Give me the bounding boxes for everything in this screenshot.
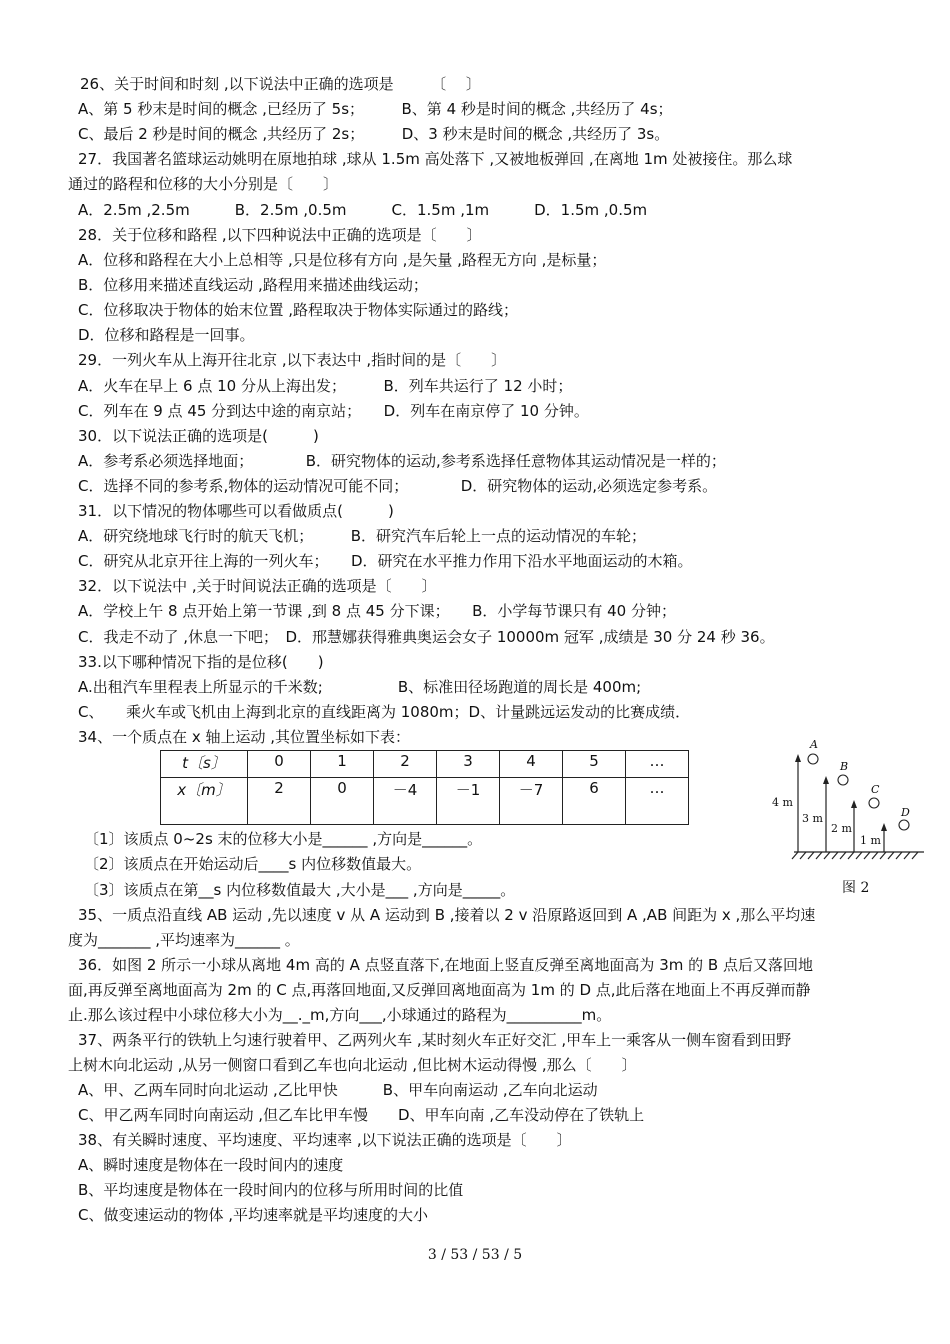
q33-options-ab: A.出租汽车里程表上所显示的千米数; B、标准田径场跑道的周长是 400m;: [78, 678, 642, 696]
q33-options-cd: C、 乘火车或飞机由上海到北京的直线距离为 1080m；D、计量跳远运发动的比赛成绩．: [78, 703, 691, 721]
q27-stem-line2: 通过的路程和位移的大小分别是〔 〕: [68, 175, 339, 193]
q26-options-cd: C、最后 2 秒是时间的概念 ,共经历了 2s； D、3 秒末是时间的概念 ,共经历了 3s。: [78, 125, 670, 143]
q36-stem-line2: 面,再反弹至离地面高为 2m 的 C 点,再落回地面,又反弹回离地面高为 1m 的 D 点,此后落在地面上不再反弹而静: [68, 981, 811, 999]
q34-part2: 〔2〕该质点在开始运动后____s 内位移数值最大。: [84, 855, 422, 873]
q28-stem: 28．关于位移和路程 ,以下四种说法中正确的选项是〔 〕: [78, 226, 482, 244]
q32-stem: 32．以下说法中 ,关于时间说法正确的选项是〔 〕: [78, 577, 437, 595]
q30-options-cd: C．选择不同的参考系,物体的运动情况可能不同； D．研究物体的运动,必须选定参考系。: [78, 477, 718, 495]
q30-stem: 30．以下说法正确的选项是( ): [78, 427, 319, 445]
height-1m: 1 m: [860, 834, 881, 847]
table-cell: 4: [500, 751, 563, 778]
table-cell: －7: [500, 778, 563, 825]
q29-options-ab: A．火车在早上 6 点 10 分从上海出发； B．列车共运行了 12 小时；: [78, 377, 573, 395]
ball-a: [808, 754, 818, 764]
table-cell: …: [626, 751, 689, 778]
table-cell: 5: [563, 751, 626, 778]
q32-options-cd: C．我走不动了 ,休息一下吧； D．邢慧娜获得雅典奥运会女子 10000m 冠军 ,成绩是 30 分 24 秒 36。: [78, 628, 775, 646]
height-3m: 3 m: [802, 812, 823, 825]
q38-option-a: A、瞬时速度是物体在一段时间内的速度: [78, 1156, 344, 1174]
label-c: C: [871, 783, 880, 796]
height-4m: 4 m: [772, 796, 793, 809]
q32-options-ab: A．学校上午 8 点开始上第一节课 ,到 8 点 45 分下课； B．小学每节课只有 40 分钟；: [78, 602, 676, 620]
q26-options-ab: A、第 5 秒末是时间的概念 ,已经历了 5s； B、第 4 秒是时间的概念 ,共经历了 4s；: [78, 100, 673, 118]
q34-part3: 〔3〕该质点在第__s 内位移数值最大 ,大小是___ ,方向是_____。: [84, 881, 516, 899]
ball-c: [869, 798, 879, 808]
position-table: [160, 750, 689, 825]
q31-options-cd: C．研究从北京开往上海的一列火车； D．研究在水平推力作用下沿水平地面运动的木箱。: [78, 552, 693, 570]
q34-stem: 34、一个质点在 x 轴上运动 ,其位置坐标如下表：: [78, 728, 411, 746]
label-a: A: [810, 738, 818, 751]
q37-stem-line1: 37、两条平行的铁轨上匀速行驶着甲、乙两列火车 ,某时刻火车正好交汇 ,甲车上一乘客从一侧车窗看到田野: [78, 1031, 792, 1049]
q27-stem-line1: 27．我国著名篮球运动姚明在原地拍球 ,球从 1.5m 高处落下 ,又被地板弹回 ,在离地 1m 处被接住。那么球: [78, 150, 793, 168]
label-b: B: [840, 760, 849, 773]
q38-option-c: C、做变速运动的物体 ,平均速率就是平均速度的大小: [78, 1206, 429, 1224]
q35-stem-line1: 35、一质点沿直线 AB 运动 ,先以速度 v 从 A 运动到 B ,接着以 2 v 沿原路返回到 A ,AB 间距为 x ,那么平均速: [78, 906, 816, 924]
q29-stem: 29．一列火车从上海开往北京 ,以下表达中 ,指时间的是〔 〕: [78, 351, 507, 369]
q37-options-cd: C、甲乙两车同时向南运动 ,但乙车比甲车慢 D、甲车向南 ,乙车没动停在了铁轨上: [78, 1106, 645, 1124]
q28-option-b: B．位移用来描述直线运动 ,路程用来描述曲线运动；: [78, 276, 428, 294]
table-cell: 3: [437, 751, 500, 778]
figure-caption: 图 2: [842, 880, 870, 896]
q31-options-ab: A．研究绕地球飞行时的航天飞机； B．研究汽车后轮上一点的运动情况的车轮；: [78, 527, 647, 545]
q29-options-cd: C．列车在 9 点 45 分到达中途的南京站； D．列车在南京停了 10 分钟。: [78, 402, 589, 420]
q30-options-ab: A．参考系必须选择地面； B．研究物体的运动,参考系选择任意物体其运动情况是一样的；: [78, 452, 726, 470]
q31-stem: 31．以下情况的物体哪些可以看做质点( ): [78, 502, 394, 520]
q37-stem-line2: 上树木向北运动 ,从另一侧窗口看到乙车也向北运动 ,但比树木运动得慢 ,那么〔 〕: [68, 1056, 637, 1074]
table-cell: 2: [248, 778, 311, 825]
q38-option-b: B、平均速度是物体在一段时间内的位移与所用时间的比值: [78, 1181, 464, 1199]
height-2m: 2 m: [831, 822, 852, 835]
q37-options-ab: A、甲、乙两车同时向北运动 ,乙比甲快 B、甲车向南运动 ,乙车向北运动: [78, 1081, 598, 1099]
q26-stem: 26、关于时间和时刻 ,以下说法中正确的选项是 〔 〕: [80, 75, 481, 93]
table-cell: 6: [563, 778, 626, 825]
q36-stem-line1: 36．如图 2 所示一小球从离地 4m 高的 A 点竖直落下,在地面上竖直反弹至离地面高为 3m 的 B 点后又落回地: [78, 956, 813, 974]
q36-stem-line3: 止.那么该过程中小球位移大小为__._m,方向___,小球通过的路程为__________m。: [68, 1006, 612, 1024]
table-header-x: x〔m〕: [161, 778, 248, 825]
table-cell: …: [626, 778, 689, 825]
table-cell: 2: [374, 751, 437, 778]
q28-option-c: C．位移取决于物体的始末位置 ,路程取决于物体实际通过的路线；: [78, 301, 519, 319]
table-cell: 0: [248, 751, 311, 778]
table-cell: －1: [437, 778, 500, 825]
ball-b: [838, 775, 848, 785]
table-cell: －4: [374, 778, 437, 825]
table-cell: 1: [311, 751, 374, 778]
page-number: 3 / 53 / 53 / 5: [427, 1247, 523, 1263]
ball-d: [899, 820, 909, 830]
q33-stem: 33.以下哪种情况下指的是位移( ): [78, 653, 324, 671]
q38-stem: 38、有关瞬时速度、平均速度、平均速率 ,以下说法正确的选项是〔 〕: [78, 1131, 572, 1149]
q27-options: A．2.5m ,2.5m B．2.5m ,0.5m C．1.5m ,1m D．1.5m ,0.5m: [78, 201, 648, 219]
label-d: D: [901, 806, 910, 819]
bounce-figure: [768, 732, 928, 900]
table-header-t: t〔s〕: [161, 751, 248, 778]
table-cell: 0: [311, 778, 374, 825]
q28-option-d: D．位移和路程是一回事。: [78, 326, 255, 344]
q34-part1: 〔1〕该质点 0~2s 末的位移大小是______ ,方向是______。: [84, 830, 483, 848]
table-row: [161, 778, 689, 825]
q28-option-a: A．位移和路程在大小上总相等 ,只是位移有方向 ,是矢量 ,路程无方向 ,是标量；: [78, 251, 607, 269]
q35-stem-line2: 度为_______ ,平均速率为______ 。: [68, 931, 300, 949]
table-row: [161, 751, 689, 778]
